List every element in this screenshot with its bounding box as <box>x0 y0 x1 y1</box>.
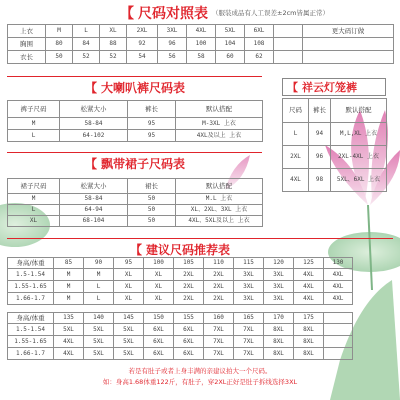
table-cell: 80 <box>46 38 73 51</box>
table-cell: 95 <box>128 118 176 130</box>
table-cell: 5XL <box>84 324 114 336</box>
row-label: 1.66-1.7 <box>8 293 54 305</box>
lantern-table-title: 【 祥云灯笼裤 <box>282 78 386 96</box>
table-cell: 95 <box>128 130 176 142</box>
title-mark-icon: 【 <box>130 243 143 257</box>
table-cell: 58 <box>187 51 216 64</box>
table-cell: M <box>84 269 114 281</box>
table-cell: 3XL <box>264 281 294 293</box>
row-label: 1.5-1.54 <box>8 269 54 281</box>
table-cell: 4XL <box>324 281 353 293</box>
header-cell: XL <box>100 25 127 38</box>
title-mark-icon: 【 <box>287 81 298 94</box>
table-cell: 52 <box>73 51 100 64</box>
table-cell: 5XL <box>54 324 84 336</box>
header-cell: 3XL <box>158 25 187 38</box>
table-cell: 50 <box>128 216 176 227</box>
table-cell: 2XL <box>283 146 309 169</box>
header-cell: 130 <box>324 258 353 269</box>
table-cell: 8XL <box>264 336 294 348</box>
table-cell: 64-102 <box>60 130 128 142</box>
header-cell: 身高/体重 <box>8 258 54 269</box>
table-cell: 3XL <box>264 293 294 305</box>
header-cell: 135 <box>54 313 84 324</box>
table-cell: 96 <box>309 146 331 169</box>
table-cell: 50 <box>128 194 176 205</box>
table-cell: 4XL <box>294 269 324 281</box>
table-cell: 2XL <box>174 269 204 281</box>
table-cell: L <box>8 130 60 142</box>
header-cell: M <box>46 25 73 38</box>
header-cell: 160 <box>204 313 234 324</box>
header-cell <box>274 25 303 38</box>
header-cell: 90 <box>84 258 114 269</box>
table-cell: 6XL <box>174 348 204 360</box>
table-cell <box>324 348 353 360</box>
recommend-table-title: 【 建议尺码推荐表 <box>130 243 231 257</box>
table-cell: 4XL <box>54 336 84 348</box>
table-cell: 7XL <box>234 336 264 348</box>
table-cell: L <box>84 281 114 293</box>
table-cell: 2XL <box>204 269 234 281</box>
header-cell <box>324 313 353 324</box>
header-cell: 120 <box>264 258 294 269</box>
recommend-table-1 <box>7 257 353 305</box>
table-cell: 5XL <box>84 336 114 348</box>
header-cell: 125 <box>294 258 324 269</box>
header-cell: 裤长 <box>309 99 331 123</box>
table-cell: XL <box>114 269 144 281</box>
table-cell <box>303 51 394 64</box>
header-cell: L <box>73 25 100 38</box>
header-cell: 165 <box>234 313 264 324</box>
table-cell: 7XL <box>204 336 234 348</box>
table-cell: M <box>8 118 60 130</box>
table-cell: M,L,XL 上衣 <box>331 123 387 146</box>
table-cell: 2XL <box>204 293 234 305</box>
table-cell: 52 <box>100 51 127 64</box>
table-cell: 104 <box>216 38 245 51</box>
row-label: 1.66-1.7 <box>8 348 54 360</box>
table-cell: 58-84 <box>60 194 128 205</box>
table-cell: XL、2XL、3XL 上衣 <box>176 205 263 216</box>
recommend-note-2: 如：身高1.68体重122斤，有肚子，穿2XL正好是肚子拆线选择3XL <box>102 378 298 386</box>
header-cell: 155 <box>174 313 204 324</box>
table-cell: 4XL <box>324 269 353 281</box>
table-cell: M <box>54 269 84 281</box>
header-cell: 110 <box>204 258 234 269</box>
skirt-size-table <box>7 178 263 227</box>
row-label: 1.55-1.65 <box>8 281 54 293</box>
table-cell: XL <box>114 281 144 293</box>
top-size-table <box>7 24 394 64</box>
skirt-table-title: 【 飘带裙子尺码表 <box>85 157 186 171</box>
header-cell: 上衣 <box>8 25 46 38</box>
table-cell: L <box>8 205 60 216</box>
header-cell: 裙长 <box>128 179 176 194</box>
table-cell: 3XL <box>234 281 264 293</box>
table-cell: 2XL-4XL 上衣 <box>331 146 387 169</box>
flare-title-rule <box>7 76 262 77</box>
header-cell: 更大码订做 <box>303 25 394 38</box>
table-cell <box>324 324 353 336</box>
table-cell: 3XL <box>264 269 294 281</box>
table-cell: M <box>54 281 84 293</box>
header-cell: 默认搭配 <box>176 179 263 194</box>
table-cell: 4XL <box>324 293 353 305</box>
header-cell: 4XL <box>187 25 216 38</box>
table-cell: 8XL <box>294 324 324 336</box>
table-cell: 7XL <box>234 324 264 336</box>
header-cell: 默认搭配 <box>176 101 263 118</box>
header-cell: 105 <box>174 258 204 269</box>
table-cell: M <box>8 194 60 205</box>
title-mark-icon: 【 <box>120 6 134 22</box>
header-cell: 5XL <box>216 25 245 38</box>
recommend-note-1: 若是有肚子或者上身丰满的亲建议拍大一个尺码。 <box>128 367 272 375</box>
table-cell: M.L 上衣 <box>176 194 263 205</box>
recommend-title-rule <box>7 238 393 239</box>
table-cell: 108 <box>245 38 274 51</box>
table-cell <box>274 51 303 64</box>
table-cell: 8XL <box>264 348 294 360</box>
top-table-title: 【 尺码对照表 <box>120 6 208 22</box>
table-cell: 60 <box>216 51 245 64</box>
header-cell: 145 <box>114 313 144 324</box>
title-mark-icon: 【 <box>85 157 98 171</box>
table-cell: XL <box>144 269 174 281</box>
table-cell: 2XL <box>204 281 234 293</box>
header-cell: 170 <box>264 313 294 324</box>
table-cell <box>274 38 303 51</box>
table-cell: 4XL <box>54 348 84 360</box>
table-cell: 6XL <box>144 324 174 336</box>
header-cell: 95 <box>114 258 144 269</box>
table-cell: 4XL、5XL及以上 上衣 <box>176 216 263 227</box>
row-label: 1.55-1.65 <box>8 336 54 348</box>
table-cell: 7XL <box>204 324 234 336</box>
table-cell: 5XL、6XL 上衣 <box>331 169 387 192</box>
table-cell: 6XL <box>144 348 174 360</box>
header-cell: 松紧大小 <box>60 179 128 194</box>
top-table-subtitle: （服装成品有人工误差±2cm皆属正常） <box>212 9 329 17</box>
table-cell: XL <box>114 293 144 305</box>
table-cell: 88 <box>100 38 127 51</box>
header-cell: 100 <box>144 258 174 269</box>
table-cell: 54 <box>127 51 158 64</box>
header-cell: 150 <box>144 313 174 324</box>
row-label: 胸围 <box>8 38 46 51</box>
table-cell: 94 <box>309 123 331 146</box>
header-cell: 6XL <box>245 25 274 38</box>
header-cell: 85 <box>54 258 84 269</box>
table-cell: 3XL <box>234 293 264 305</box>
table-cell: 58-84 <box>60 118 128 130</box>
table-cell: M <box>54 293 84 305</box>
header-cell: 裤子尺码 <box>8 101 60 118</box>
table-cell: 6XL <box>144 336 174 348</box>
table-cell: 50 <box>128 205 176 216</box>
table-cell: 6XL <box>174 336 204 348</box>
header-cell: 尺码 <box>283 99 309 123</box>
table-cell: 8XL <box>264 324 294 336</box>
table-cell: 5XL <box>114 336 144 348</box>
table-cell: 56 <box>158 51 187 64</box>
table-cell: XL <box>144 281 174 293</box>
table-cell: 50 <box>46 51 73 64</box>
table-cell: 5XL <box>114 324 144 336</box>
table-cell: 96 <box>158 38 187 51</box>
header-cell: 身高/体重 <box>8 313 54 324</box>
table-cell: 8XL <box>294 336 324 348</box>
table-cell: 4XL <box>283 169 309 192</box>
table-cell: 98 <box>309 169 331 192</box>
table-cell: 3XL <box>234 269 264 281</box>
table-cell <box>324 336 353 348</box>
table-cell: M-3XL 上衣 <box>176 118 263 130</box>
table-cell: 4XL及以上 上衣 <box>176 130 263 142</box>
table-cell: 64-94 <box>60 205 128 216</box>
header-cell: 2XL <box>127 25 158 38</box>
table-cell: 4XL <box>294 281 324 293</box>
skirt-title-rule <box>7 152 262 153</box>
table-cell: 84 <box>73 38 100 51</box>
header-cell: 裤长 <box>128 101 176 118</box>
header-cell: 松紧大小 <box>60 101 128 118</box>
table-cell: 5XL <box>84 348 114 360</box>
table-cell: 6XL <box>174 324 204 336</box>
table-cell: 92 <box>127 38 158 51</box>
title-mark-icon: 【 <box>85 81 98 95</box>
recommend-table-2 <box>7 312 353 360</box>
row-label: 1.5-1.54 <box>8 324 54 336</box>
table-cell: 2XL <box>174 281 204 293</box>
table-cell: 68-104 <box>60 216 128 227</box>
table-cell: 7XL <box>234 348 264 360</box>
table-cell: 100 <box>187 38 216 51</box>
table-cell: 8XL <box>294 348 324 360</box>
table-cell: 4XL <box>294 293 324 305</box>
flare-size-table <box>7 100 263 142</box>
header-cell: 裙子尺码 <box>8 179 60 194</box>
header-cell: 175 <box>294 313 324 324</box>
header-cell: 140 <box>84 313 114 324</box>
table-cell: XL <box>8 216 60 227</box>
lantern-size-table <box>282 98 387 192</box>
table-cell: L <box>84 293 114 305</box>
table-cell: XL <box>144 293 174 305</box>
table-cell: 2XL <box>174 293 204 305</box>
row-label: 衣长 <box>8 51 46 64</box>
table-cell: 62 <box>245 51 274 64</box>
header-cell: 默认搭配 <box>331 99 387 123</box>
table-cell: 7XL <box>204 348 234 360</box>
table-cell: L <box>283 123 309 146</box>
table-cell: 5XL <box>114 348 144 360</box>
header-cell: 115 <box>234 258 264 269</box>
flare-table-title: 【 大喇叭裤尺码表 <box>85 81 186 95</box>
table-cell <box>303 38 394 51</box>
